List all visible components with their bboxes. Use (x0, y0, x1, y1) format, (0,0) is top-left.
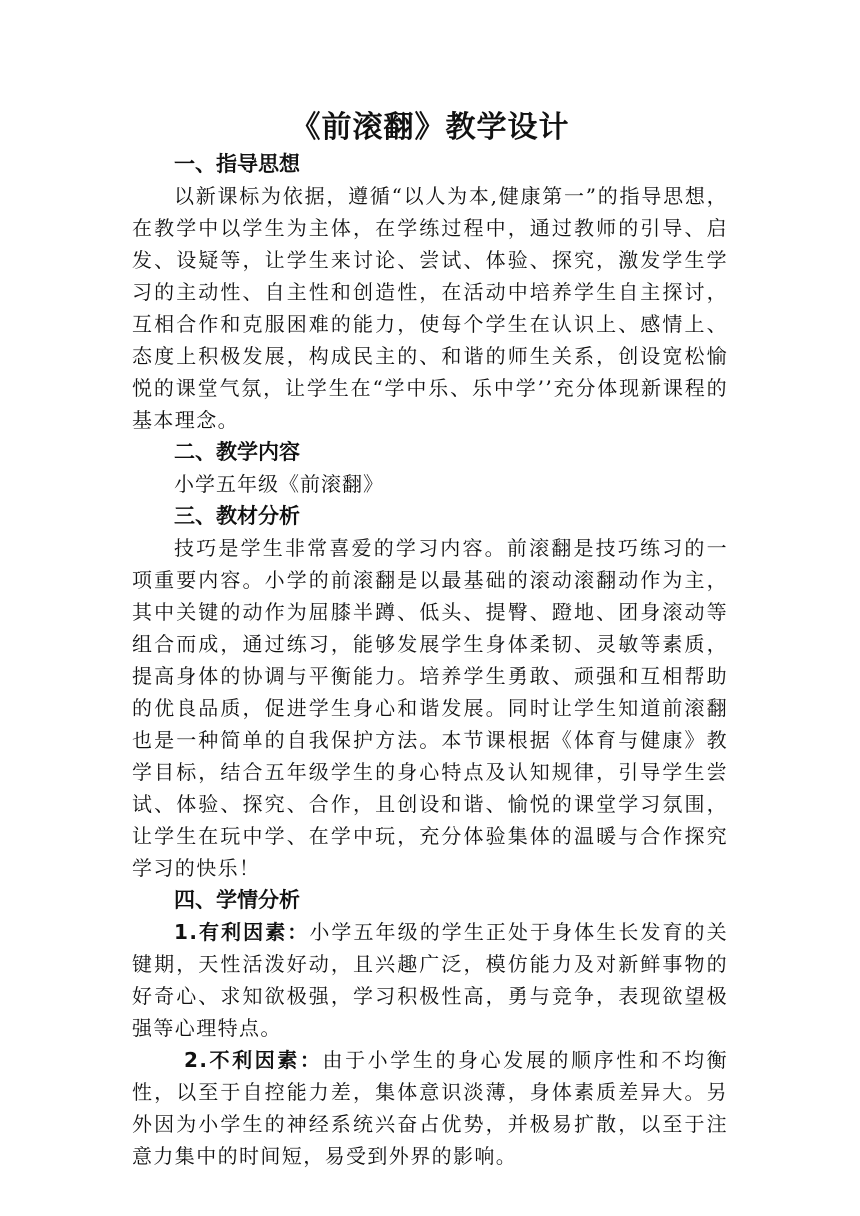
favorable-factors-text: 小学五年级的学生正处于身体生长发育的关键期，天性活泼好动，且兴趣广泛，模仿能力及对新鲜事物的好奇心、求知欲极强，学习积极性高，勇与竞争，表现欲望极强等心理特点。 (132, 920, 728, 1040)
unfavorable-factors-paragraph (132, 1044, 728, 1172)
section-heading-learner-analysis: 四、学情分析 (174, 888, 300, 912)
unfavorable-factors-label: 2.不利因素： (184, 1048, 323, 1072)
unfavorable-factors-text: 由于小学生的身心发展的顺序性和不均衡性，以至于自控能力差，集体意识淡薄，身体素质差异大。另外因为小学生的神经系统兴奋占优势，并极易扩散，以至于注意力集中的时间短，易受到外界的影响。 (132, 1048, 728, 1168)
favorable-factors-paragraph (132, 916, 728, 1044)
section-heading-guiding-ideology: 一、指导思想 (174, 152, 300, 176)
favorable-factors-label: 1.有利因素： (174, 920, 310, 944)
document-title: 《前滚翻》教学设计 (290, 110, 570, 145)
section-heading-textbook-analysis: 三、教材分析 (174, 504, 300, 528)
document-body (132, 108, 728, 1172)
section-heading-teaching-content: 二、教学内容 (174, 440, 300, 464)
section-body-teaching-content: 小学五年级《前滚翻》 (174, 472, 384, 496)
section-body-guiding-ideology: 以新课标为依据，遵循“以人为本,健康第一”的指导思想，在教学中以学生为主体，在学练过程中，通过教师的引导、启发、设疑等，让学生来讨论、尝试、体验、探究，激发学生学习的主动性、自主性和创造性，在活动中培养学生自主探讨，互相合作和克服困难的能力，使每个学生在认识上、感情上、态度上积极发展，构成民主的、和谐的师生关系，创设宽松愉悦的课堂气氛，让学生在“学中乐、乐中学’’充分体现新课程的基本理念。 (132, 184, 728, 432)
section-body-textbook-analysis: 技巧是学生非常喜爱的学习内容。前滚翻是技巧练习的一项重要内容。小学的前滚翻是以最基础的滚动滚翻动作为主，其中关键的动作为屈膝半蹲、低头、提臀、蹬地、团身滚动等组合而成，通过练习，能够发展学生身体柔韧、灵敏等素质，提高身体的协调与平衡能力。培养学生勇敢、顽强和互相帮助的优良品质，促进学生身心和谐发展。同时让学生知道前滚翻也是一种简单的自我保护方法。本节课根据《体育与健康》教学目标，结合五年级学生的身心特点及认知规律，引导学生尝试、体验、探究、合作，且创设和谐、愉悦的课堂学习氛围，让学生在玩中学、在学中玩，充分体验集体的温暖与合作探究学习的快乐！ (132, 536, 728, 880)
